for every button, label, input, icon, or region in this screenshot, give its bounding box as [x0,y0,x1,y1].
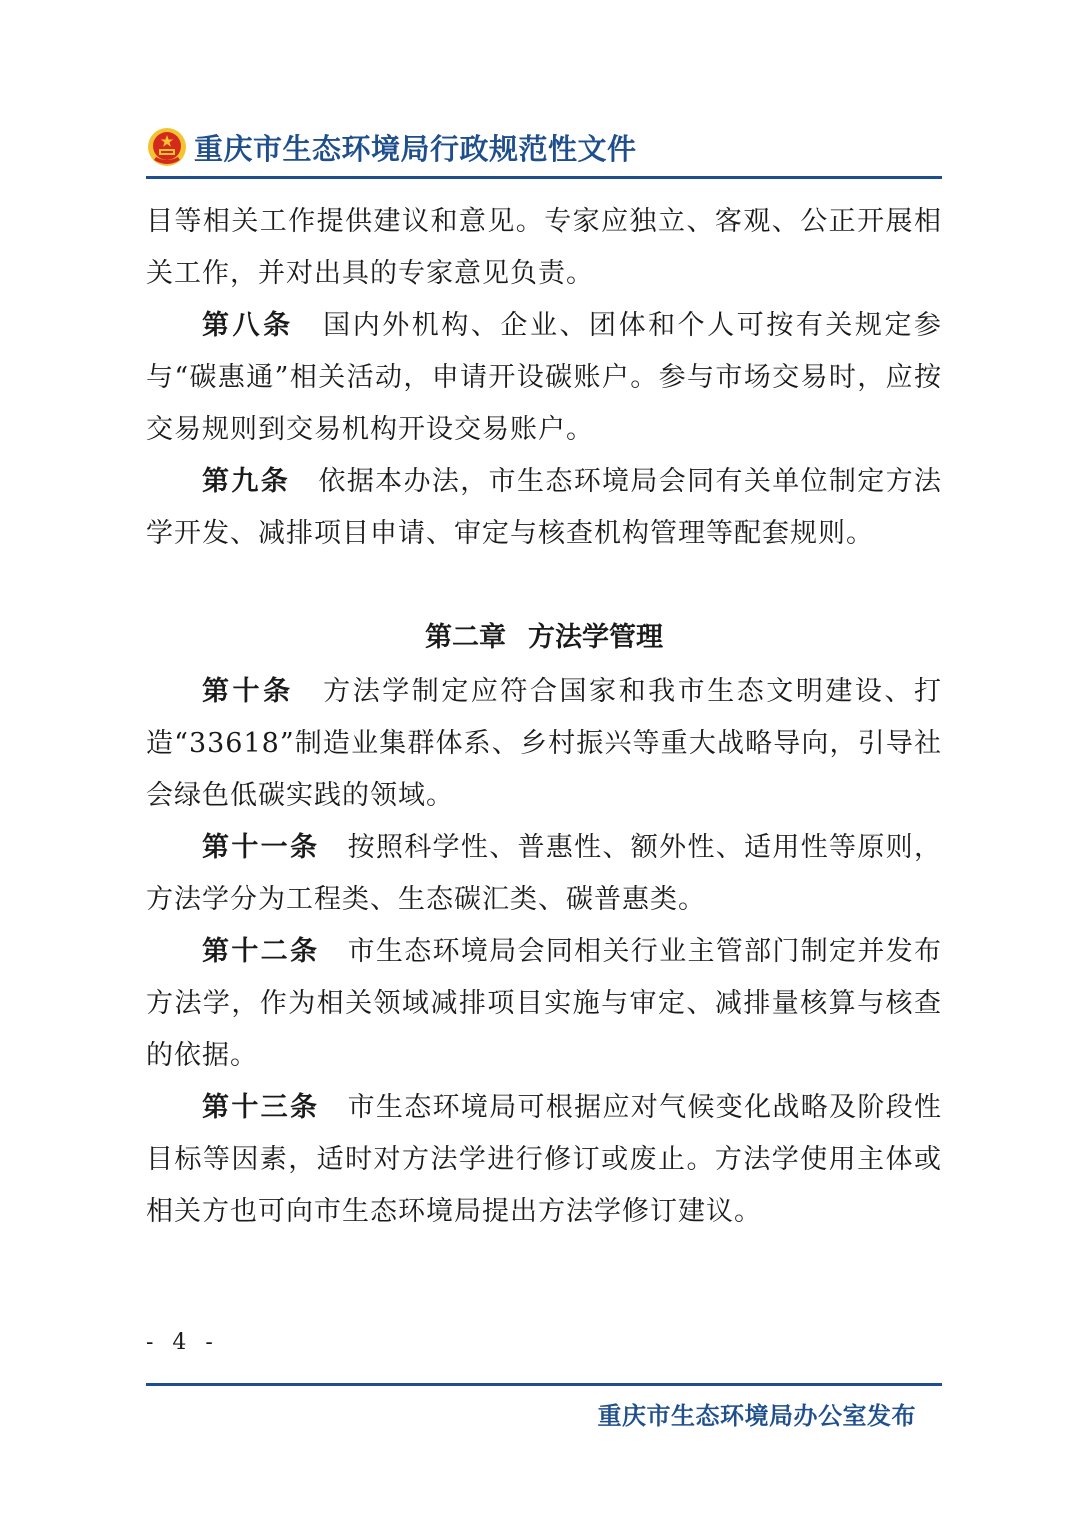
article-10-text: 方法学制定应符合国家和我市生态文明建设、打造“33618”制造业集群体系、乡村振兴等重大战略导向，引导社会绿色低碳实践的领域。 [146,676,942,811]
article-11 [146,822,942,926]
national-emblem-icon [146,126,188,168]
header-title: 重庆市生态环境局行政规范性文件 [194,131,637,166]
article-8 [146,300,942,456]
article-11-text: 按照科学性、普惠性、额外性、适用性等原则，方法学分为工程类、生态碳汇类、碳普惠类。 [146,832,943,915]
article-8-title: 第八条 [202,310,294,341]
chapter-name: 方法学管理 [528,622,663,653]
article-13-text: 市生态环境局可根据应对气候变化战略及阶段性目标等因素，适时对方法学进行修订或废止。方法学使用主体或相关方也可向市生态环境局提出方法学修订建议。 [146,1092,943,1227]
article-9-text: 依据本办法，市生态环境局会同有关单位制定方法学开发、减排项目申请、审定与核查机构管理等配套规则。 [146,466,943,549]
chapter-number: 第二章 [425,622,506,653]
article-9-title: 第九条 [202,466,291,497]
article-13-title: 第十三条 [202,1092,320,1123]
document-body [146,196,942,1238]
paragraph-continuation: 目等相关工作提供建议和意见。专家应独立、客观、公正开展相关工作，并对出具的专家意见负责。 [146,206,942,289]
footer-rule [146,1383,942,1386]
article-8-text: 国内外机构、企业、团体和个人可按有关规定参与“碳惠通”相关活动，申请开设碳账户。参与市场交易时，应按交易规则到交易机构开设交易账户。 [146,310,942,445]
article-13 [146,1082,942,1238]
header-rule [146,176,942,179]
footer-publisher: 重庆市生态环境局办公室发布 [597,1402,916,1430]
article-9 [146,456,942,560]
article-12-text: 市生态环境局会同相关行业主管部门制定并发布方法学，作为相关领域减排项目实施与审定、减排量核算与核查的依据。 [146,936,943,1071]
article-10 [146,666,942,822]
article-11-title: 第十一条 [202,832,320,863]
chapter-heading [146,612,942,664]
article-12 [146,926,942,1082]
document-header [146,122,946,172]
article-12-title: 第十二条 [202,936,320,967]
page-number: - 4 - [146,1330,219,1355]
article-10-title: 第十条 [202,676,294,707]
